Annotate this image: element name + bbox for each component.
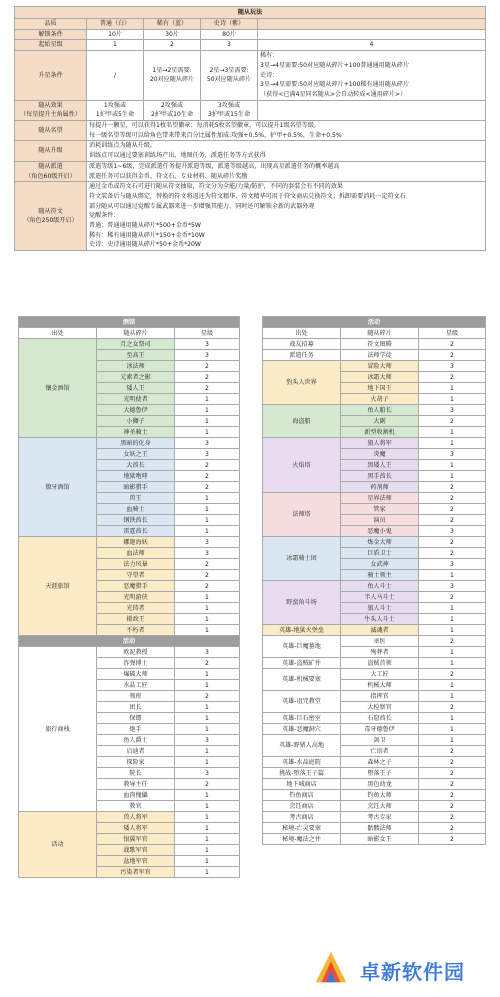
column-header: 出处 (19, 328, 97, 339)
star-level: 2 (175, 570, 240, 581)
fragment-name: 法师学徒 (341, 350, 419, 361)
unlock-label: 解锁条件 (15, 29, 87, 40)
star-level: 1 (175, 427, 240, 438)
star-2: 2 (144, 40, 201, 51)
star-level: 2 (419, 537, 486, 548)
fragment-name: 神圣骑士 (97, 427, 175, 438)
column-header: 星级 (419, 328, 486, 339)
star-level: 2 (175, 559, 240, 570)
fragment-name: 炎魔 (341, 449, 419, 460)
event-table (262, 316, 486, 845)
source-cell: 獠牙酒馆 (19, 438, 97, 537)
table-row (263, 779, 486, 790)
fragment-name: 不朽者 (97, 625, 175, 636)
star-level: 1 (175, 757, 240, 768)
fragment-name: 管家 (341, 504, 419, 515)
fragment-name: 炼金大师 (341, 537, 419, 548)
star-level: 1 (175, 823, 240, 834)
source-cell: 英雄-诅咒教堂 (263, 691, 341, 713)
source-cell: 地下城商店 (263, 779, 341, 790)
fragment-name: 指挥官 (341, 691, 419, 702)
fragment-name: 盗贼首领 (341, 658, 419, 669)
fragment-name: 大检察官 (341, 702, 419, 713)
fragment-name: 兽人将军 (97, 812, 175, 823)
star-level: 1 (175, 713, 240, 724)
star-level: 2 (175, 691, 240, 702)
star-level: 1 (419, 647, 486, 658)
source-cell: 烹饪商店 (263, 801, 341, 812)
fragment-name: 爆破大师 (97, 669, 175, 680)
star-level: 3 (175, 449, 240, 460)
source-cell: 野蛮角斗场 (263, 581, 341, 625)
table-row (263, 724, 486, 735)
source-cell: 火焰塔 (263, 438, 341, 493)
table-row (263, 438, 486, 449)
fragment-name: 殉葬者 (341, 647, 419, 658)
table-row (19, 812, 240, 823)
effect-empty (258, 100, 486, 120)
star-3: 3 (201, 40, 258, 51)
source-cell: 英雄-盗贼矿井 (263, 658, 341, 669)
table-row (263, 768, 486, 779)
column-header: 出处 (263, 328, 341, 339)
fragment-name: 领班 (97, 691, 175, 702)
fragment-name: 法力风暴 (97, 559, 175, 570)
fragment-name: 兽王 (97, 493, 175, 504)
table-row (19, 647, 240, 658)
rune-text: 通过金币或符文石可进行随从符文抽取，符文分为全能/力量/防护，不同的套装会有不同的效果 符文装备后与随从绑定，替换的符文将返还为符文精华，符文精华可用于符文商店兑换符文；拆卸需要消耗一定符文石 部分随从可以通过觉醒专属武器来进一步增强其能力，同时还可解锁全新的武器外观 觉醒条件： 普通：普通通用随从碎片*500+金币*5W 稀有：稀有通用随从碎片*150+金币*10W 史诗：史诗通用随从碎片*50+金币*20W (87, 182, 486, 251)
star-level: 3 (175, 339, 240, 350)
source-cell: 英雄-巨石密室 (263, 713, 341, 724)
fragment-name: 巫医 (341, 636, 419, 647)
star-level: 2 (175, 779, 240, 790)
levelup-label: 随从升级 (15, 141, 87, 161)
fragment-name: 烹饪大师 (341, 801, 419, 812)
star-level: 1 (175, 515, 240, 526)
star-level: 1 (419, 735, 486, 746)
fragment-name: 至高王 (97, 350, 175, 361)
table-row (263, 834, 486, 845)
fragment-name: 狼人斗士 (341, 603, 419, 614)
fragment-name: 黑手酋长 (341, 471, 419, 482)
star-level: 2 (419, 702, 486, 713)
fragment-name: 大副 (341, 416, 419, 427)
fragment-name: 矮人将军 (97, 823, 175, 834)
table-row (263, 790, 486, 801)
star-level: 1 (175, 812, 240, 823)
table-row (263, 691, 486, 702)
unlock-epic: 80片 (201, 29, 258, 40)
fragment-name: 银翼军官 (97, 834, 175, 845)
star-level: 1 (419, 394, 486, 405)
star-level: 1 (175, 702, 240, 713)
star-level: 1 (175, 603, 240, 614)
fragment-name: 炮手 (97, 724, 175, 735)
star-level: 3 (419, 405, 486, 416)
source-cell: 英雄-机械要塞 (263, 669, 341, 691)
fragment-name: 剑卫 (341, 735, 419, 746)
table-row (263, 493, 486, 504)
star-level: 2 (419, 372, 486, 383)
section-title: 活动 (19, 636, 240, 647)
fragment-name: 欧泥教授 (97, 647, 175, 658)
star-level: 1 (175, 614, 240, 625)
table-row (263, 757, 486, 768)
fragment-name: 牛头人斗士 (341, 614, 419, 625)
fragment-name: 亡语者 (341, 746, 419, 757)
fragment-name: 女妖之王 (97, 449, 175, 460)
source-cell: 英雄-地狱火堡垒 (263, 625, 341, 636)
logo-icon (312, 950, 350, 988)
fragment-name: 巨盾卫士 (341, 548, 419, 559)
unlock-empty (258, 29, 486, 40)
upgrade-label: 升星条件 (15, 51, 87, 101)
dispatch-text: 派遣等级1~6级，完成派遣任务提升派遣等级，派遣等级越高，出现高星派遣任务的概率越高 派遣任务可以获得金币、符文石、专业材料、随从碎片奖励 (87, 161, 486, 181)
star-level: 3 (175, 647, 240, 658)
fragment-name: 钓鱼大师 (341, 790, 419, 801)
column-header: 星级 (175, 328, 240, 339)
fragment-name: 盆地军官 (97, 856, 175, 867)
star-level: 1 (175, 724, 240, 735)
table-row (263, 405, 486, 416)
fragment-name: 滅魂者 (341, 625, 419, 636)
upgrade-cell: 1星→2星需要: 20对应随从碎片 (144, 51, 201, 101)
fragment-name: 考古专家 (341, 812, 419, 823)
fragment-name: 地狱咆哮 (97, 471, 175, 482)
fragment-name: 黑矮人王 (341, 460, 419, 471)
watermark-text: 卓新软件园 (360, 960, 465, 984)
table-row (263, 537, 486, 548)
star-level: 1 (419, 438, 486, 449)
star-level: 1 (175, 625, 240, 636)
fragment-name: 大酋长 (97, 460, 175, 471)
star-level: 1 (419, 603, 486, 614)
star-level: 1 (175, 680, 240, 691)
fragment-name: 堕落王子 (341, 768, 419, 779)
fragment-name: 石窟酋长 (341, 713, 419, 724)
fragment-name: 鱼人船长 (341, 405, 419, 416)
fragment-name: 地下国王 (341, 383, 419, 394)
source-cell: 钓鱼商店 (263, 790, 341, 801)
fragment-name: 教导主任 (97, 779, 175, 790)
column-header: 随从碎片 (341, 328, 419, 339)
star-level: 1 (419, 691, 486, 702)
unlock-common: 10片 (87, 29, 144, 40)
fragment-name: 元素者之影 (97, 372, 175, 383)
star-4: 4 (258, 40, 486, 51)
star-level: 1 (419, 724, 486, 735)
star-level: 1 (175, 856, 240, 867)
source-cell: 法师塔 (263, 493, 341, 537)
star-level: 2 (419, 801, 486, 812)
star-level: 2 (419, 746, 486, 757)
source-cell: 海盗船 (263, 405, 341, 438)
fragment-name: 炸弹博士 (97, 658, 175, 669)
table-row (263, 339, 486, 350)
star-level: 2 (419, 790, 486, 801)
fragment-name: 污染者军官 (97, 867, 175, 878)
fragment-name: 钢铁酋长 (97, 515, 175, 526)
fragment-name: 恶魔猎手 (97, 581, 175, 592)
source-cell: 秘境-亡灵要塞 (263, 823, 341, 834)
unlock-rare: 30片 (144, 29, 201, 40)
star-level: 1 (419, 471, 486, 482)
source-cell: 镶金酒馆 (19, 339, 97, 438)
fragment-name: 药剂师 (341, 482, 419, 493)
source-cell: 豹头人世界 (263, 361, 341, 405)
quality-label: 品质 (15, 19, 87, 30)
star-level: 2 (175, 581, 240, 592)
fragment-name: 骷髅法师 (341, 823, 419, 834)
star-level: 3 (175, 735, 240, 746)
section-title: 活动 (263, 317, 486, 328)
star-level: 1 (175, 592, 240, 603)
star-level: 2 (419, 350, 486, 361)
star-level: 2 (175, 383, 240, 394)
star-level: 3 (175, 768, 240, 779)
fragment-name: 启迪者 (97, 746, 175, 757)
star-level: 2 (175, 460, 240, 471)
source-cell: 考古商店 (263, 812, 341, 823)
star-level: 2 (175, 471, 240, 482)
table-row (263, 713, 486, 724)
fragment-name: 恶魔小鬼 (341, 526, 419, 537)
upgrade-cell: 2星→3星需要: 50对应随从碎片 (201, 51, 258, 101)
star-level: 2 (175, 361, 240, 372)
fragment-name: 毒牙德鲁伊 (341, 724, 419, 735)
effect-label: 随从效果 （每星提升主角属性） (15, 100, 87, 120)
star-level: 2 (419, 636, 486, 647)
star-level: 1 (175, 493, 240, 504)
star-level: 1 (419, 658, 486, 669)
source-cell: 派遣任务 (263, 350, 341, 361)
table-row (19, 438, 240, 449)
fragment-name: 星界法师 (341, 493, 419, 504)
fragment-name: 光铸者 (97, 603, 175, 614)
star-level: 1 (175, 845, 240, 856)
fragment-name: 机械大师 (341, 680, 419, 691)
fragment-name: 摄政王 (97, 614, 175, 625)
fragment-name: 保镖 (97, 713, 175, 724)
table-row (263, 801, 486, 812)
fragment-name: 矮人王 (97, 383, 175, 394)
star-level: 1 (175, 790, 240, 801)
source-cell: 挑战-堕落王子篇 (263, 768, 341, 779)
star-level: 1 (175, 867, 240, 878)
companion-rules-table (14, 6, 486, 251)
star-level: 2 (419, 812, 486, 823)
fragment-name: 符文图腾 (341, 339, 419, 350)
source-cell: 天涯旅馆 (19, 537, 97, 636)
fragment-name: 小狮子 (97, 416, 175, 427)
fragment-name: 鱼人斗士 (341, 581, 419, 592)
star-level: 2 (419, 823, 486, 834)
fragment-name: 血肉傀儡 (97, 790, 175, 801)
source-cell: 秘境-魔法之井 (263, 834, 341, 845)
star-level: 2 (419, 757, 486, 768)
fragment-name: 血法师 (97, 548, 175, 559)
star-level: 1 (175, 526, 240, 537)
rune-label: 随从符文 （角色250级开启） (15, 182, 87, 251)
quality-common: 普通（白） (87, 19, 144, 30)
star-level: 3 (175, 438, 240, 449)
star-level: 3 (175, 350, 240, 361)
table-row (263, 350, 486, 361)
source-cell: 英雄-巨魔墓地 (263, 636, 341, 658)
fragment-name: 黑色幼龙 (341, 779, 419, 790)
fragment-name: 女武神 (341, 559, 419, 570)
star-level: 2 (419, 768, 486, 779)
table-row (263, 636, 486, 647)
fragment-name: 演员 (341, 515, 419, 526)
star-level: 1 (175, 504, 240, 515)
star-level: 1 (419, 680, 486, 691)
source-cell: 旅行商栈 (19, 647, 97, 812)
star-level: 1 (175, 746, 240, 757)
star-level: 1 (419, 570, 486, 581)
star-level: 1 (419, 383, 486, 394)
star-level: 2 (419, 482, 486, 493)
fragment-name: 水晶工匠 (97, 680, 175, 691)
star-level: 2 (419, 493, 486, 504)
table-row (263, 823, 486, 834)
column-header: 随从碎片 (97, 328, 175, 339)
tavern-table (18, 316, 240, 878)
fragment-name: 冰霜大师 (341, 372, 419, 383)
star-level: 3 (419, 361, 486, 372)
levelup-text: 消耗训练点为随从升级。 训练点可以通过要塞训练场产出，地图任务，派遣任务等方式获得 (87, 141, 486, 161)
table-row (263, 669, 486, 680)
star-level: 1 (175, 416, 240, 427)
star-level: 2 (419, 548, 486, 559)
star-level: 1 (419, 625, 486, 636)
star-level: 3 (419, 526, 486, 537)
fragment-name: 暗影猎手 (97, 482, 175, 493)
star-level: 1 (419, 713, 486, 724)
star-level: 1 (175, 405, 240, 416)
star-level: 2 (419, 339, 486, 350)
table-row (263, 735, 486, 746)
fragment-name: 新型收割机 (341, 427, 419, 438)
source-cell: 战友招募 (263, 339, 341, 350)
effect-cell: 1攻强或 1护甲或5生命 (87, 100, 144, 120)
star-level: 2 (419, 504, 486, 515)
source-cell: 英雄-水晶庭院 (263, 757, 341, 768)
fragment-name: 团长 (97, 702, 175, 713)
fragment-name: 冒险大师 (341, 361, 419, 372)
upgrade-cell: 稀有： 3星→4星需要:50对应随从碎片+100普通通用随从碎片 史诗： 3星→4星需要:50对应随从碎片+100稀有通用随从碎片 （获得<已满4星同名随从>会自动转成<通用碎片>） (258, 51, 486, 101)
table-row (263, 625, 486, 636)
star-level: 2 (419, 669, 486, 680)
fragment-name: 教官 (97, 801, 175, 812)
fragment-name: 月之女祭司 (97, 339, 175, 350)
source-cell: 活动 (19, 812, 97, 878)
effect-cell: 2攻强或 2护甲或10生命 (144, 100, 201, 120)
fragment-name: 雷霆酋长 (97, 526, 175, 537)
fragment-name: 半人马斗士 (341, 592, 419, 603)
star-level: 2 (419, 515, 486, 526)
star-level: 2 (175, 482, 240, 493)
star-level: 2 (175, 658, 240, 669)
section-title: 酒馆 (19, 317, 240, 328)
star-1: 1 (87, 40, 144, 51)
fragment-name: 冰法师 (97, 361, 175, 372)
dispatch-label: 随从派遣 （角色60级开启） (15, 161, 87, 181)
table-row (263, 581, 486, 592)
fragment-name: 大德鲁伊 (97, 405, 175, 416)
quality-rare: 稀有（蓝） (144, 19, 201, 30)
source-cell: 英雄-野猪人高地 (263, 735, 341, 757)
effect-cell: 3攻强或 3护甲或15生命 (201, 100, 258, 120)
fragment-name: 守望者 (97, 570, 175, 581)
quality-empty (258, 19, 486, 30)
table-row (263, 812, 486, 823)
star-level: 1 (175, 669, 240, 680)
fragment-name: 血骑士 (97, 504, 175, 515)
star-label: 起始星级 (15, 40, 87, 51)
star-level: 2 (419, 416, 486, 427)
star-level: 1 (175, 394, 240, 405)
fragment-name: 探险家 (97, 757, 175, 768)
table-title: 随从玩法 (15, 7, 486, 19)
star-level: 3 (175, 548, 240, 559)
star-level: 1 (419, 427, 486, 438)
star-level: 2 (175, 372, 240, 383)
fragment-name: 森林之子 (341, 757, 419, 768)
quality-epic: 史诗（紫） (201, 19, 258, 30)
table-row (263, 658, 486, 669)
fragment-name: 院长 (97, 768, 175, 779)
star-level: 1 (175, 801, 240, 812)
table-row (19, 339, 240, 350)
fragment-name: 娜迦海妖 (97, 537, 175, 548)
star-level: 2 (419, 592, 486, 603)
star-level: 1 (419, 614, 486, 625)
fragment-name: 火胡子 (341, 394, 419, 405)
source-cell: 冰霜骑士团 (263, 537, 341, 581)
star-level: 3 (175, 537, 240, 548)
star-level: 3 (419, 559, 486, 570)
site-watermark (300, 942, 490, 997)
star-level: 2 (419, 834, 486, 845)
fragment-name: 黑暗的化身 (97, 438, 175, 449)
fragment-name: 暗影女王 (341, 834, 419, 845)
fragment-name: 骑士领主 (341, 570, 419, 581)
star-level: 2 (419, 779, 486, 790)
fame-text: 每提升一颗星，可以获得1枚名望徽章；每消耗5枚名望徽章，可以提升1级名望等级。 每一级名望等级可以给角色带来带来百分比属性加成:攻强+0.5%，护甲+0.5%，生命+0.5% (87, 121, 486, 141)
source-cell: 英雄-恶魔洞穴 (263, 724, 341, 735)
star-level: 3 (419, 581, 486, 592)
star-level: 1 (175, 834, 240, 845)
upgrade-cell: / (87, 51, 144, 101)
fragment-name: 大工匠 (341, 669, 419, 680)
star-level: 3 (419, 449, 486, 460)
star-level: 1 (419, 460, 486, 471)
fragment-name: 光明使者 (97, 394, 175, 405)
fame-label: 随从名望 (15, 121, 87, 141)
fragment-name: 战歌军官 (97, 845, 175, 856)
fragment-name: 光明游侠 (97, 592, 175, 603)
table-row (263, 361, 486, 372)
table-row (19, 537, 240, 548)
fragment-name: 狼人将军 (341, 438, 419, 449)
fragment-name: 鱼人爵士 (97, 735, 175, 746)
